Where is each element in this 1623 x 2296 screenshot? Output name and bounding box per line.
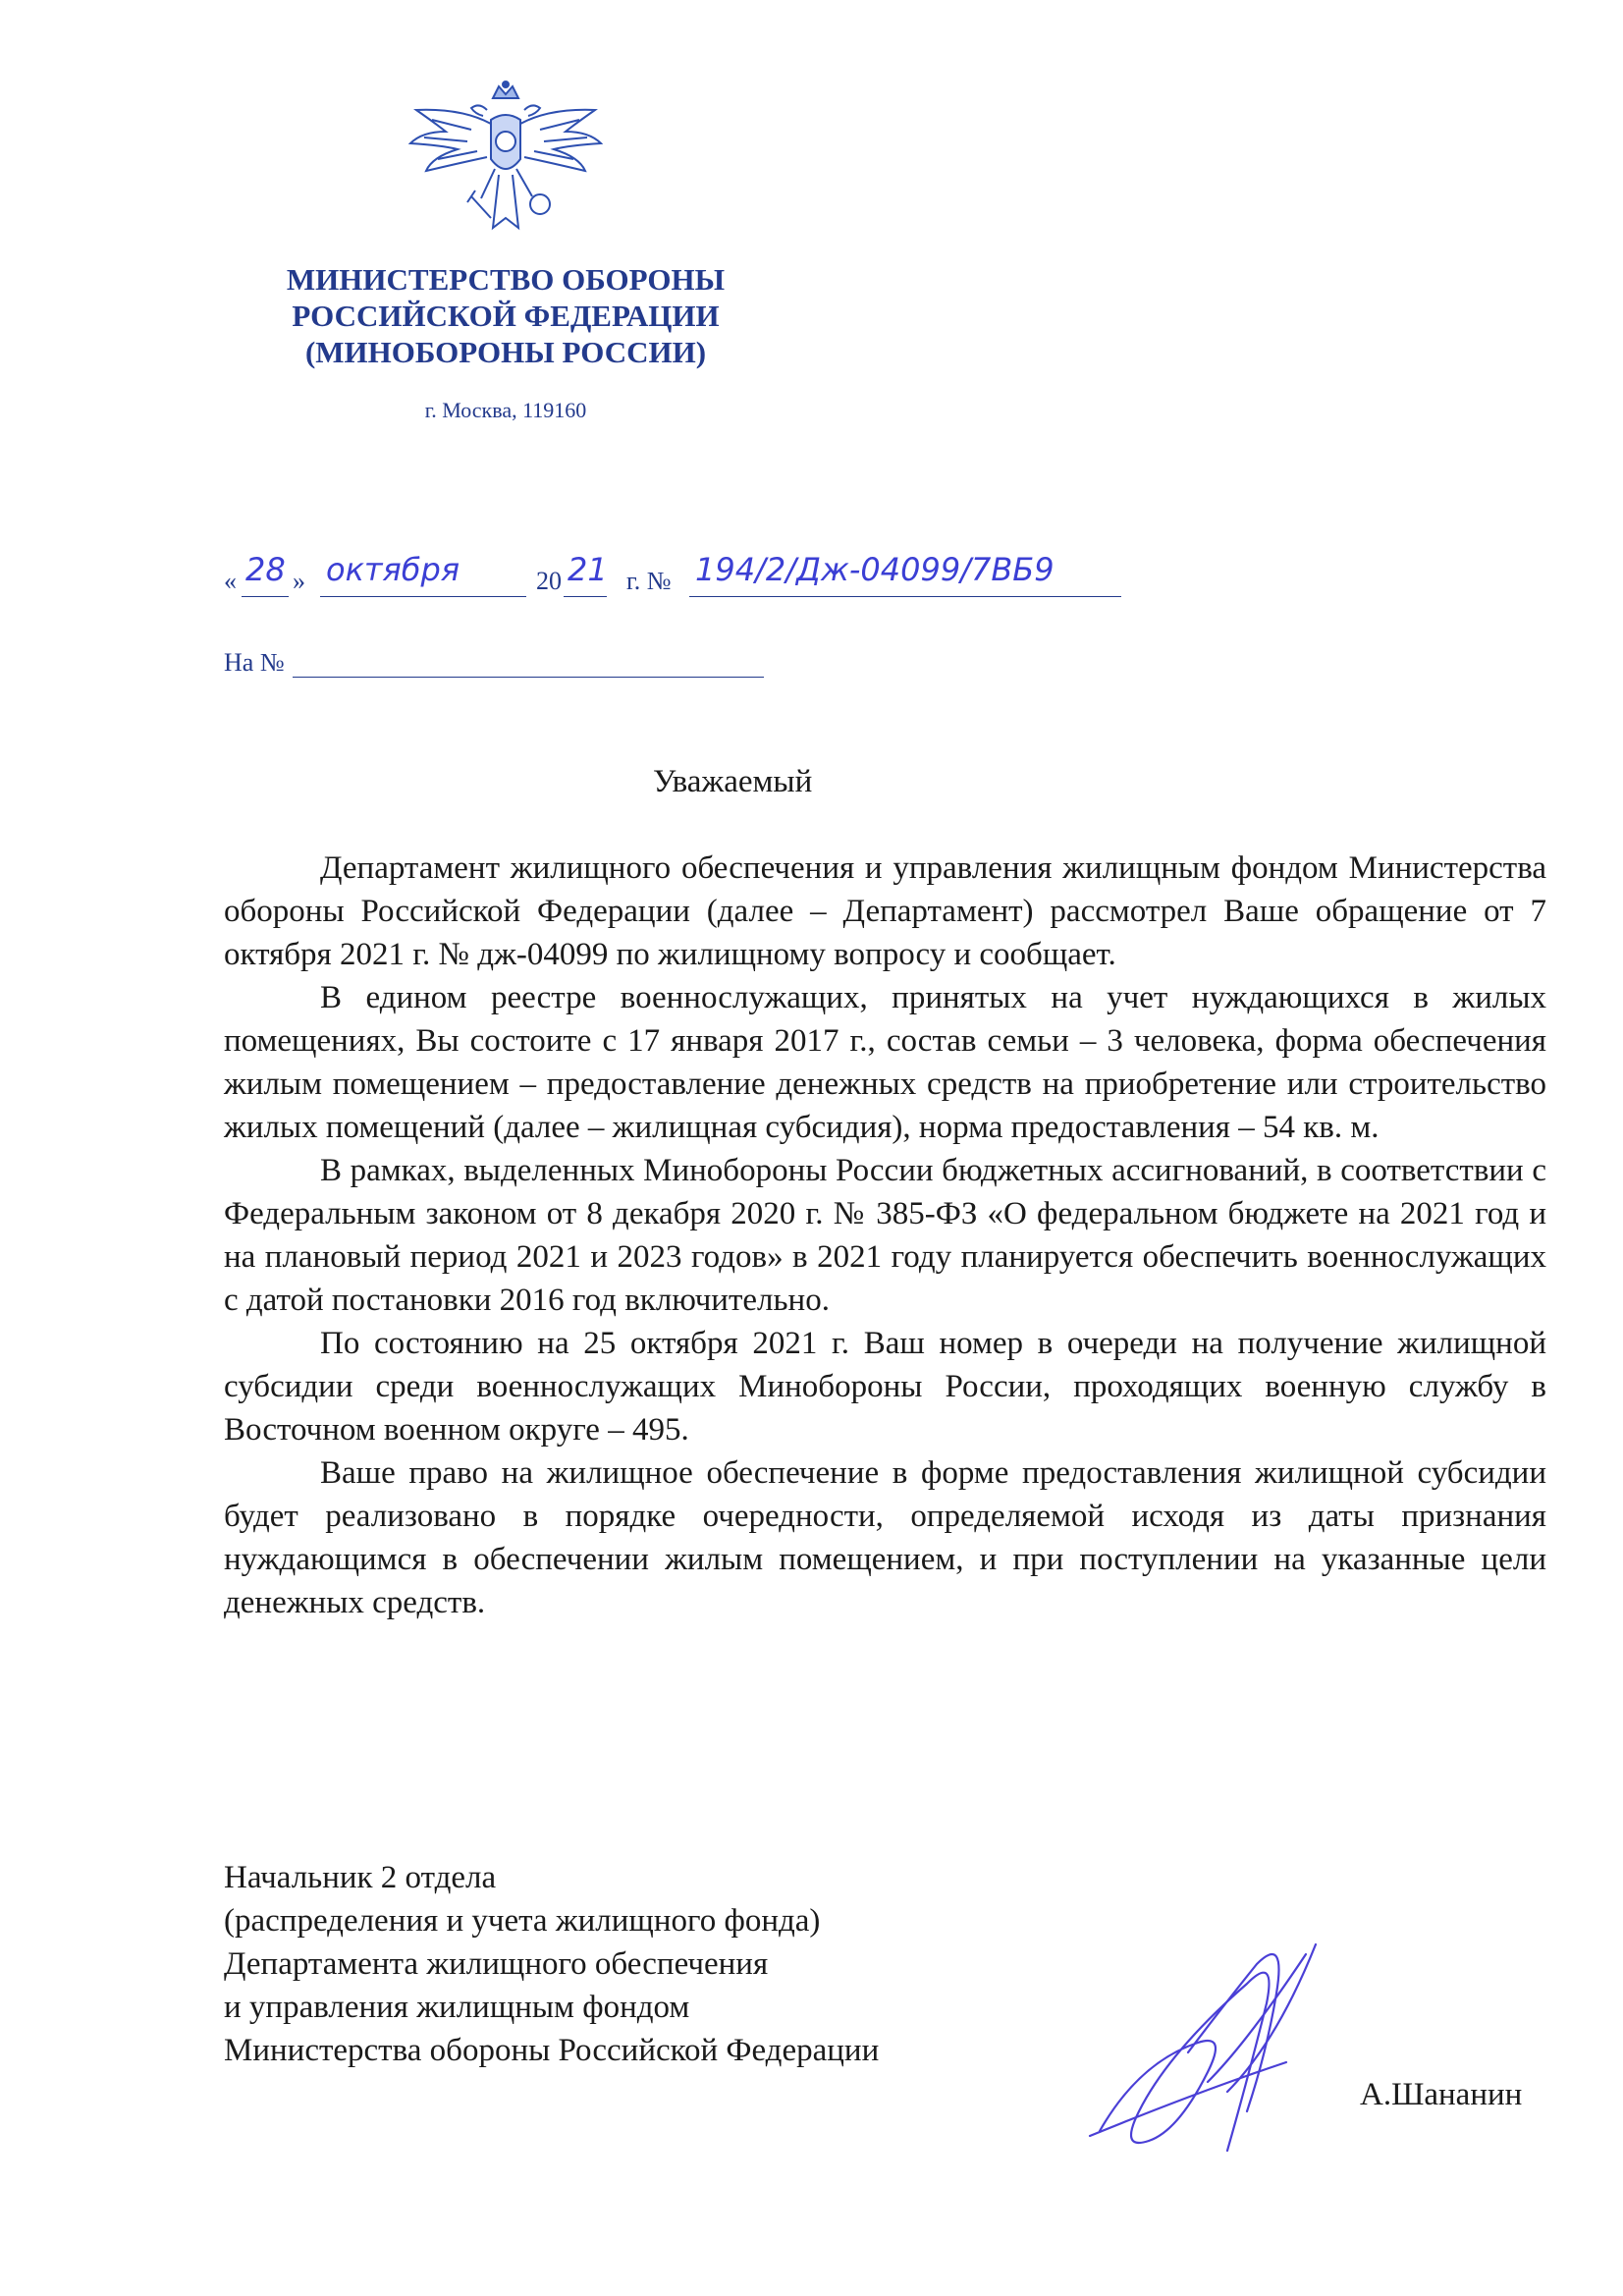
signatory-line-1: Начальник 2 отдела [224, 1860, 497, 1895]
number-underline [689, 596, 1121, 597]
quote-open: « [224, 567, 237, 595]
salutation: Уважаемый [653, 764, 813, 799]
year-prefix: 20 [536, 567, 562, 595]
handwritten-signature-icon [1080, 1925, 1335, 2170]
signatory-line-5: Министерства обороны Российской Федерации [224, 2033, 880, 2068]
ministry-line-1: МИНИСТЕРСТВО ОБОРОНЫ [286, 262, 726, 297]
ministry-name [226, 261, 785, 370]
signatory-line-4: и управления жилищным фондом [224, 1990, 690, 2025]
month-underline [320, 596, 526, 597]
reference-line [224, 648, 764, 678]
signatory-line-3: Департамента жилищного обеспечения [224, 1946, 769, 1982]
registration-line [224, 545, 1186, 604]
reference-label: На № [224, 648, 285, 677]
day-underline [242, 596, 289, 597]
letter-body [224, 847, 1546, 1624]
paragraph: Департамент жилищного обеспечения и управления жилищным фондом Министерства обороны Российской Федерации (далее – Департамент) рассмотрел Ваше обращение от 7 октября 2021 г. № дж-04099 по жилищному вопросу и сообщает. [224, 850, 1546, 972]
ministry-line-2: РОССИЙСКОЙ ФЕДЕРАЦИИ [292, 299, 720, 333]
paragraph: В рамках, выделенных Минобороны России бюджетных ассигнований, в соответствии с Федеральным законом от 8 декабря 2020 г. № 385-ФЗ «О федеральном бюджете на 2021 год и на плановый период 2021 и 2023 годов» в 2021 году планируется обеспечить военнослужащих с датой постановки 2016 год включительно. [224, 1153, 1546, 1318]
registration-month: октября [326, 551, 460, 588]
registration-number: 194/2/Дж-04099/7ВБ9 [695, 551, 1055, 588]
signer-name: А.Шананин [1360, 2077, 1523, 2112]
signatory-title [224, 1856, 879, 2072]
paragraph: В едином реестре военнослужащих, принятых на учет нуждающихся в жилых помещениях, Вы состоите с 17 января 2017 г., состав семьи – 3 человека, форма обеспечения жилым помещением – предоставление денежных средств на приобретение или строительство жилых помещений (далее – жилищная субсидия), норма предоставления – 54 кв. м. [224, 980, 1546, 1145]
signatory-line-2: (распределения и учета жилищного фонда) [224, 1903, 821, 1939]
year-suffix: 21 [568, 551, 608, 588]
year-underline [564, 596, 607, 597]
ministry-line-3: (МИНОБОРОНЫ РОССИИ) [304, 335, 707, 369]
city-address: г. Москва, 119160 [424, 398, 587, 422]
registration-day: 28 [245, 551, 286, 588]
quote-close: » [293, 567, 305, 595]
paragraph: Ваше право на жилищное обеспечение в форме предоставления жилищной субсидии будет реализовано в порядке очередности, определяемой исходя из даты признания нуждающимся в обеспечении жилым помещением, и при поступлении на указанные цели денежных средств. [224, 1455, 1546, 1620]
double-headed-eagle-emblem-icon [403, 81, 609, 238]
paragraph: По состоянию на 25 октября 2021 г. Ваш номер в очереди на получение жилищной субсидии среди военнослужащих Минобороны России, проходящих военную службу в Восточном военном округе – 495. [224, 1326, 1546, 1448]
reference-blank [293, 655, 764, 678]
number-label: г. № [626, 567, 672, 595]
